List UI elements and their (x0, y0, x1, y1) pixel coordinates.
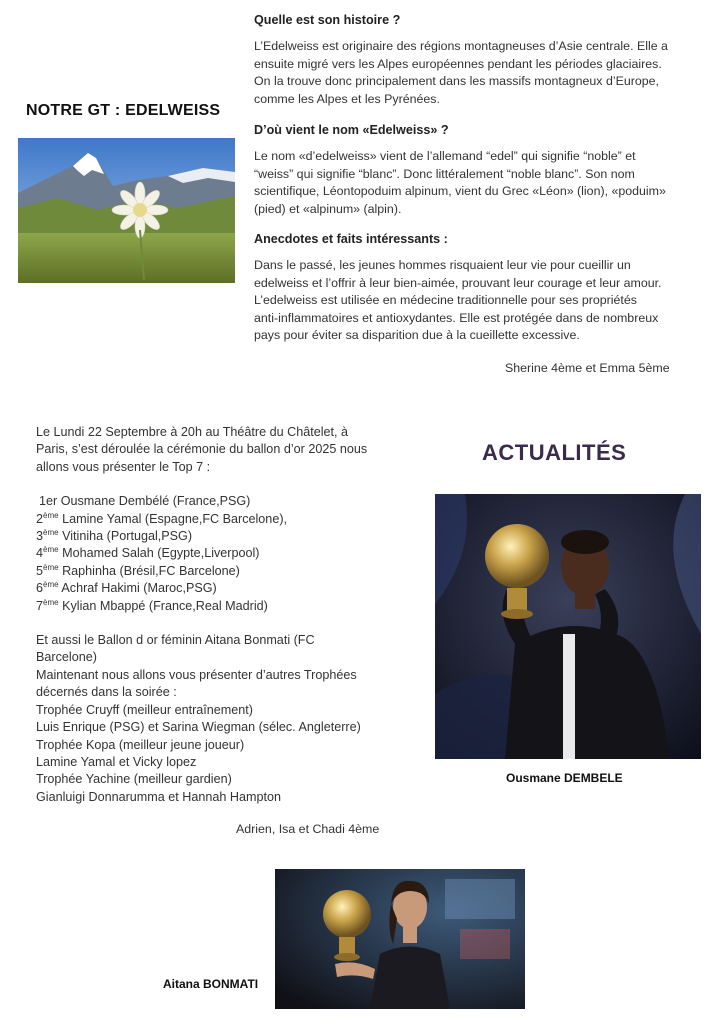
news-signature: Adrien, Isa et Chadi 4ème (236, 822, 380, 836)
edelweiss-photo (18, 138, 235, 283)
news-body (36, 424, 426, 806)
text-line: ensuite migré vers les Alpes européennes pendant les périodes glaciaires. (254, 56, 662, 71)
text-line: L’Edelweiss est originaire des régions montagneuses d’Asie centrale. Elle a (254, 39, 668, 54)
text-line: décernés dans la soirée : (36, 685, 177, 700)
text-line: Maintenant nous allons vous présenter d’autres Trophées (36, 667, 357, 682)
text-line: pays pour éviter sa disparition due à la cueillette excessive. (254, 328, 580, 343)
rank-number: 3 (36, 529, 44, 544)
rank-number: 4 (36, 546, 44, 561)
player-text: Lamine Yamal (Espagne,FC Barcelone), (62, 511, 288, 526)
text-line: Et aussi le Ballon d or féminin Aitana Bonmati (FC (36, 633, 315, 648)
player-text: Ousmane Dembélé (France,PSG) (60, 494, 251, 509)
rank-number: 6 (36, 581, 44, 596)
rank-suffix: ème (43, 562, 59, 572)
rank-suffix: ème (43, 545, 59, 555)
text-line: Trophée Yachine (meilleur gardien) (36, 772, 232, 787)
text-line: allons vous présenter le Top 7 : (36, 459, 211, 474)
rank-suffix: ème (43, 597, 59, 607)
ranking-item (36, 598, 426, 615)
text-line: (pied) et «alpinum» (alpin). (254, 201, 402, 216)
gt-section-name (254, 122, 712, 218)
gt-signature: Sherine 4ème et Emma 5ème (505, 361, 670, 375)
gt-title: NOTRE GT : EDELWEISS (26, 102, 221, 119)
rank-number: 7 (36, 598, 44, 613)
text-line: Le Lundi 22 Septembre à 20h au Théâtre du Châtelet, à (36, 425, 349, 439)
player-text: Raphinha (Brésil,FC Barcelone) (62, 563, 240, 578)
bonmati-caption: Aitana BONMATI (163, 977, 259, 991)
dembele-photo (435, 494, 701, 759)
player-text: Achraf Hakimi (Maroc,PSG) (61, 581, 217, 596)
section-heading: D’où vient le nom «Edelweiss» ? (254, 123, 449, 137)
text-line: comme les Alpes et les Pyrénées. (254, 91, 440, 106)
rank-number: 2 (36, 511, 44, 526)
ranking-item (36, 493, 426, 510)
rank-suffix: ème (43, 527, 59, 537)
player-text: Vitiniha (Portugal,PSG) (62, 529, 193, 544)
ranking-item (36, 545, 426, 562)
ranking-item (36, 563, 426, 580)
gt-section-history (254, 12, 712, 108)
text-line: Lamine Yamal et Vicky lopez (36, 754, 197, 769)
text-line: edelweiss et l’offrir à leur bien-aimée, prouvant leur courage et leur amour. (254, 275, 662, 290)
text-line: anti-inflammatoires et antioxydantes. Elle est protégée dans de nombreux (254, 310, 659, 325)
player-text: Mohamed Salah (Egypte,Liverpool) (62, 546, 260, 561)
text-line: Luis Enrique (PSG) et Sarina Wiegman (sélec. Angleterre) (36, 720, 361, 735)
ranking-item (36, 580, 426, 597)
text-line: Trophée Kopa (meilleur jeune joueur) (36, 737, 245, 752)
rank-number: 1er (39, 494, 58, 509)
text-line: Gianluigi Donnarumma et Hannah Hampton (36, 789, 282, 804)
text-line: L’edelweiss est utilisée en médecine traditionnelle pour ses propriétés (254, 293, 637, 308)
player-text: Kylian Mbappé (France,Real Madrid) (62, 598, 268, 613)
text-line: Le nom «d’edelweiss» vient de l’allemand “edel” qui signifie “noble” et (254, 149, 636, 164)
text-line: On la trouve donc principalement dans les massifs montagneux d’Europe, (254, 74, 659, 89)
text-line: Trophée Cruyff (meilleur entraînement) (36, 702, 253, 717)
section-heading: Anecdotes et faits intéressants : (254, 232, 448, 246)
rank-suffix: ème (43, 510, 59, 520)
text-line: Paris, s’est déroulée la cérémonie du ballon d’or 2025 nous (36, 442, 368, 457)
section-heading: Quelle est son histoire ? (254, 13, 401, 27)
gt-section-anecdotes (254, 231, 712, 344)
rank-suffix: ème (43, 580, 59, 590)
ranking-item (36, 511, 426, 528)
bonmati-photo (275, 869, 525, 1009)
dembele-caption: Ousmane DEMBELE (506, 771, 623, 785)
rank-number: 5 (36, 563, 44, 578)
text-line: Dans le passé, les jeunes hommes risquaient leur vie pour cueillir un (254, 258, 631, 273)
news-title: ACTUALITÉS (482, 440, 627, 465)
ranking-item (36, 528, 426, 545)
text-line: Barcelone) (36, 650, 97, 665)
text-line: “weiss” qui signifie “blanc”. Donc littéralement “noble blanc”. Son nom (254, 166, 635, 181)
text-line: scientifique, Léontopoduim alpinum, vient du Grec «Léon» (lion), «poduim» (254, 184, 666, 199)
